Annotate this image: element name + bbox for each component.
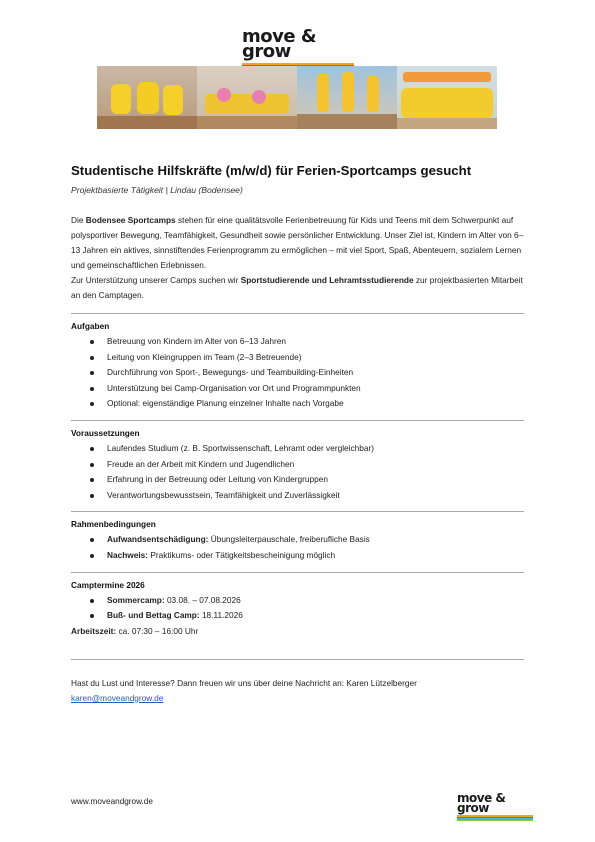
- page-title: Studentische Hilfskräfte (m/w/d) für Ferien-Sportcamps gesucht: [71, 163, 472, 178]
- list-item-text: Durchführung von Sport-, Bewegungs- und Teambuilding-Einheiten: [107, 367, 354, 378]
- intro-text: [71, 213, 524, 303]
- section-voraussetzungen: [71, 420, 524, 503]
- worktime-label: Arbeitszeit:: [71, 625, 117, 636]
- list-item: [71, 608, 524, 624]
- bullet-icon: [90, 387, 94, 391]
- list-item: [71, 457, 524, 473]
- list-item-label: Aufwandsentschädigung:: [107, 534, 209, 545]
- intro-p2-prefix: Zur Unterstützung unserer Camps suchen wir: [71, 275, 241, 285]
- intro-p1-rest: stehen für eine qualitätsvolle Ferienbetreuung für Kids und Teens mit dem Schwerpunkt auf polysportiver Bewegung, Teamfähigkeit, Gesundheit sowie persönlicher Entwicklung. Unser Ziel ist, Kindern im Alter von 6–13 Jahren ein aktives, sinnstiftendes Ferienprogramm zu ermöglichen – mit viel Sport, Spaß, Abenteuern, sozialem Lernen und gemeinschaftlichen Erlebnissen.: [71, 215, 524, 270]
- bullet-icon: [90, 402, 94, 406]
- camp-photo-strip: [97, 66, 497, 129]
- aufgaben-list: [71, 334, 524, 412]
- footer-logo-line-2: grow: [457, 801, 489, 815]
- list-item-text: Optional: eigenständige Planung einzelner Inhalte nach Vorgabe: [107, 398, 344, 409]
- list-item: [71, 548, 524, 564]
- section-heading: Rahmenbedingungen: [71, 519, 156, 530]
- bullet-icon: [90, 340, 94, 344]
- list-item-text: 03.08. – 07.08.2026: [164, 594, 241, 605]
- bullet-icon: [90, 371, 94, 375]
- footer-logo-stripes: [457, 815, 533, 821]
- section-rahmenbedingungen: [71, 511, 524, 563]
- list-item: [71, 350, 524, 366]
- list-item: [71, 396, 524, 412]
- job-posting: [71, 162, 524, 706]
- list-item: [71, 488, 524, 504]
- bullet-icon: [90, 447, 94, 451]
- bullet-icon: [90, 463, 94, 467]
- list-item: [71, 472, 524, 488]
- bullet-icon: [90, 554, 94, 558]
- list-item-text: Betreuung von Kindern im Alter von 6–13 Jahren: [107, 336, 286, 346]
- list-item-text: Leitung von Kleingruppen im Team (2–3 Betreuende): [107, 351, 302, 362]
- brand-logo: [242, 28, 354, 71]
- list-item: [71, 593, 524, 609]
- bullet-icon: [90, 599, 94, 603]
- page-subtitle: Projektbasierte Tätigkeit | Lindau (Bodensee): [71, 185, 243, 195]
- footer-logo-line-1: move &: [457, 791, 506, 805]
- bullet-icon: [90, 478, 94, 482]
- section-heading: Aufgaben: [71, 321, 110, 331]
- intro-p2-bold: Sportstudierende und Lehramtsstudierende: [240, 275, 414, 285]
- list-item-text: Laufendes Studium (z. B. Sportwissenschaft, Lehramt oder vergleichbar): [107, 442, 375, 453]
- section-aufgaben: [71, 313, 524, 412]
- list-item-text: Übungsleiterpauschale, freiberufliche Basis: [208, 534, 370, 545]
- footer-website[interactable]: www.moveandgrow.de: [71, 797, 153, 806]
- list-item: [71, 381, 524, 397]
- list-item: [71, 365, 524, 381]
- list-item: [71, 441, 524, 457]
- intro-p1-bold: Bodensee Sportcamps: [85, 215, 176, 225]
- closing-section: [71, 659, 524, 706]
- logo-line-2: grow: [242, 41, 291, 62]
- list-item-label: Nachweis:: [107, 549, 149, 560]
- bullet-icon: [90, 494, 94, 498]
- logo-line-1: move &: [242, 26, 317, 47]
- rahmen-list: [71, 532, 524, 563]
- list-item-text: Unterstützung bei Camp-Organisation vor Ort und Programmpunkten: [107, 382, 361, 393]
- list-item-text: Freude an der Arbeit mit Kindern und Jugendlichen: [107, 458, 295, 469]
- contact-email-link[interactable]: karen@moveandgrow.de: [71, 692, 164, 703]
- worktime-value: ca. 07:30 – 16:00 Uhr: [116, 625, 199, 636]
- intro-p2-rest: zur projektbasierten Mitarbeit an den Camptagen.: [71, 275, 523, 300]
- termine-list: [71, 593, 524, 624]
- list-item-label: Sommercamp:: [107, 594, 165, 605]
- intro-paragraph-2: [71, 273, 524, 303]
- camp-photo-3: [297, 66, 397, 129]
- list-item-text: Praktikums- oder Tätigkeitsbescheinigung möglich: [148, 549, 336, 560]
- bullet-icon: [90, 356, 94, 360]
- voraussetzungen-list: [71, 441, 524, 503]
- intro-paragraph-1: [71, 213, 524, 273]
- camp-photo-4: [397, 66, 497, 129]
- list-item: [71, 334, 524, 350]
- camp-photo-1: [97, 66, 197, 129]
- list-item-text: Verantwortungsbewusstsein, Teamfähigkeit und Zuverlässigkeit: [107, 489, 340, 500]
- list-item: [71, 532, 524, 548]
- section-camptermine: [71, 572, 524, 639]
- camp-photo-2: [197, 66, 297, 129]
- bullet-icon: [90, 614, 94, 618]
- closing-text: Hast du Lust und Interesse? Dann freuen wir uns über deine Nachricht an: Karen Lützelberger: [71, 677, 417, 688]
- list-item-text: 18.11.2026: [199, 610, 243, 621]
- bullet-icon: [90, 538, 94, 542]
- footer-logo: [457, 792, 533, 821]
- list-item-label: Buß- und Bettag Camp:: [107, 610, 200, 621]
- intro-p1-prefix: Die: [71, 215, 86, 225]
- list-item-text: Erfahrung in der Betreuung oder Leitung von Kindergruppen: [107, 474, 328, 485]
- worktime: [71, 624, 524, 639]
- section-heading: Camptermine 2026: [71, 579, 145, 590]
- section-heading: Voraussetzungen: [71, 427, 140, 438]
